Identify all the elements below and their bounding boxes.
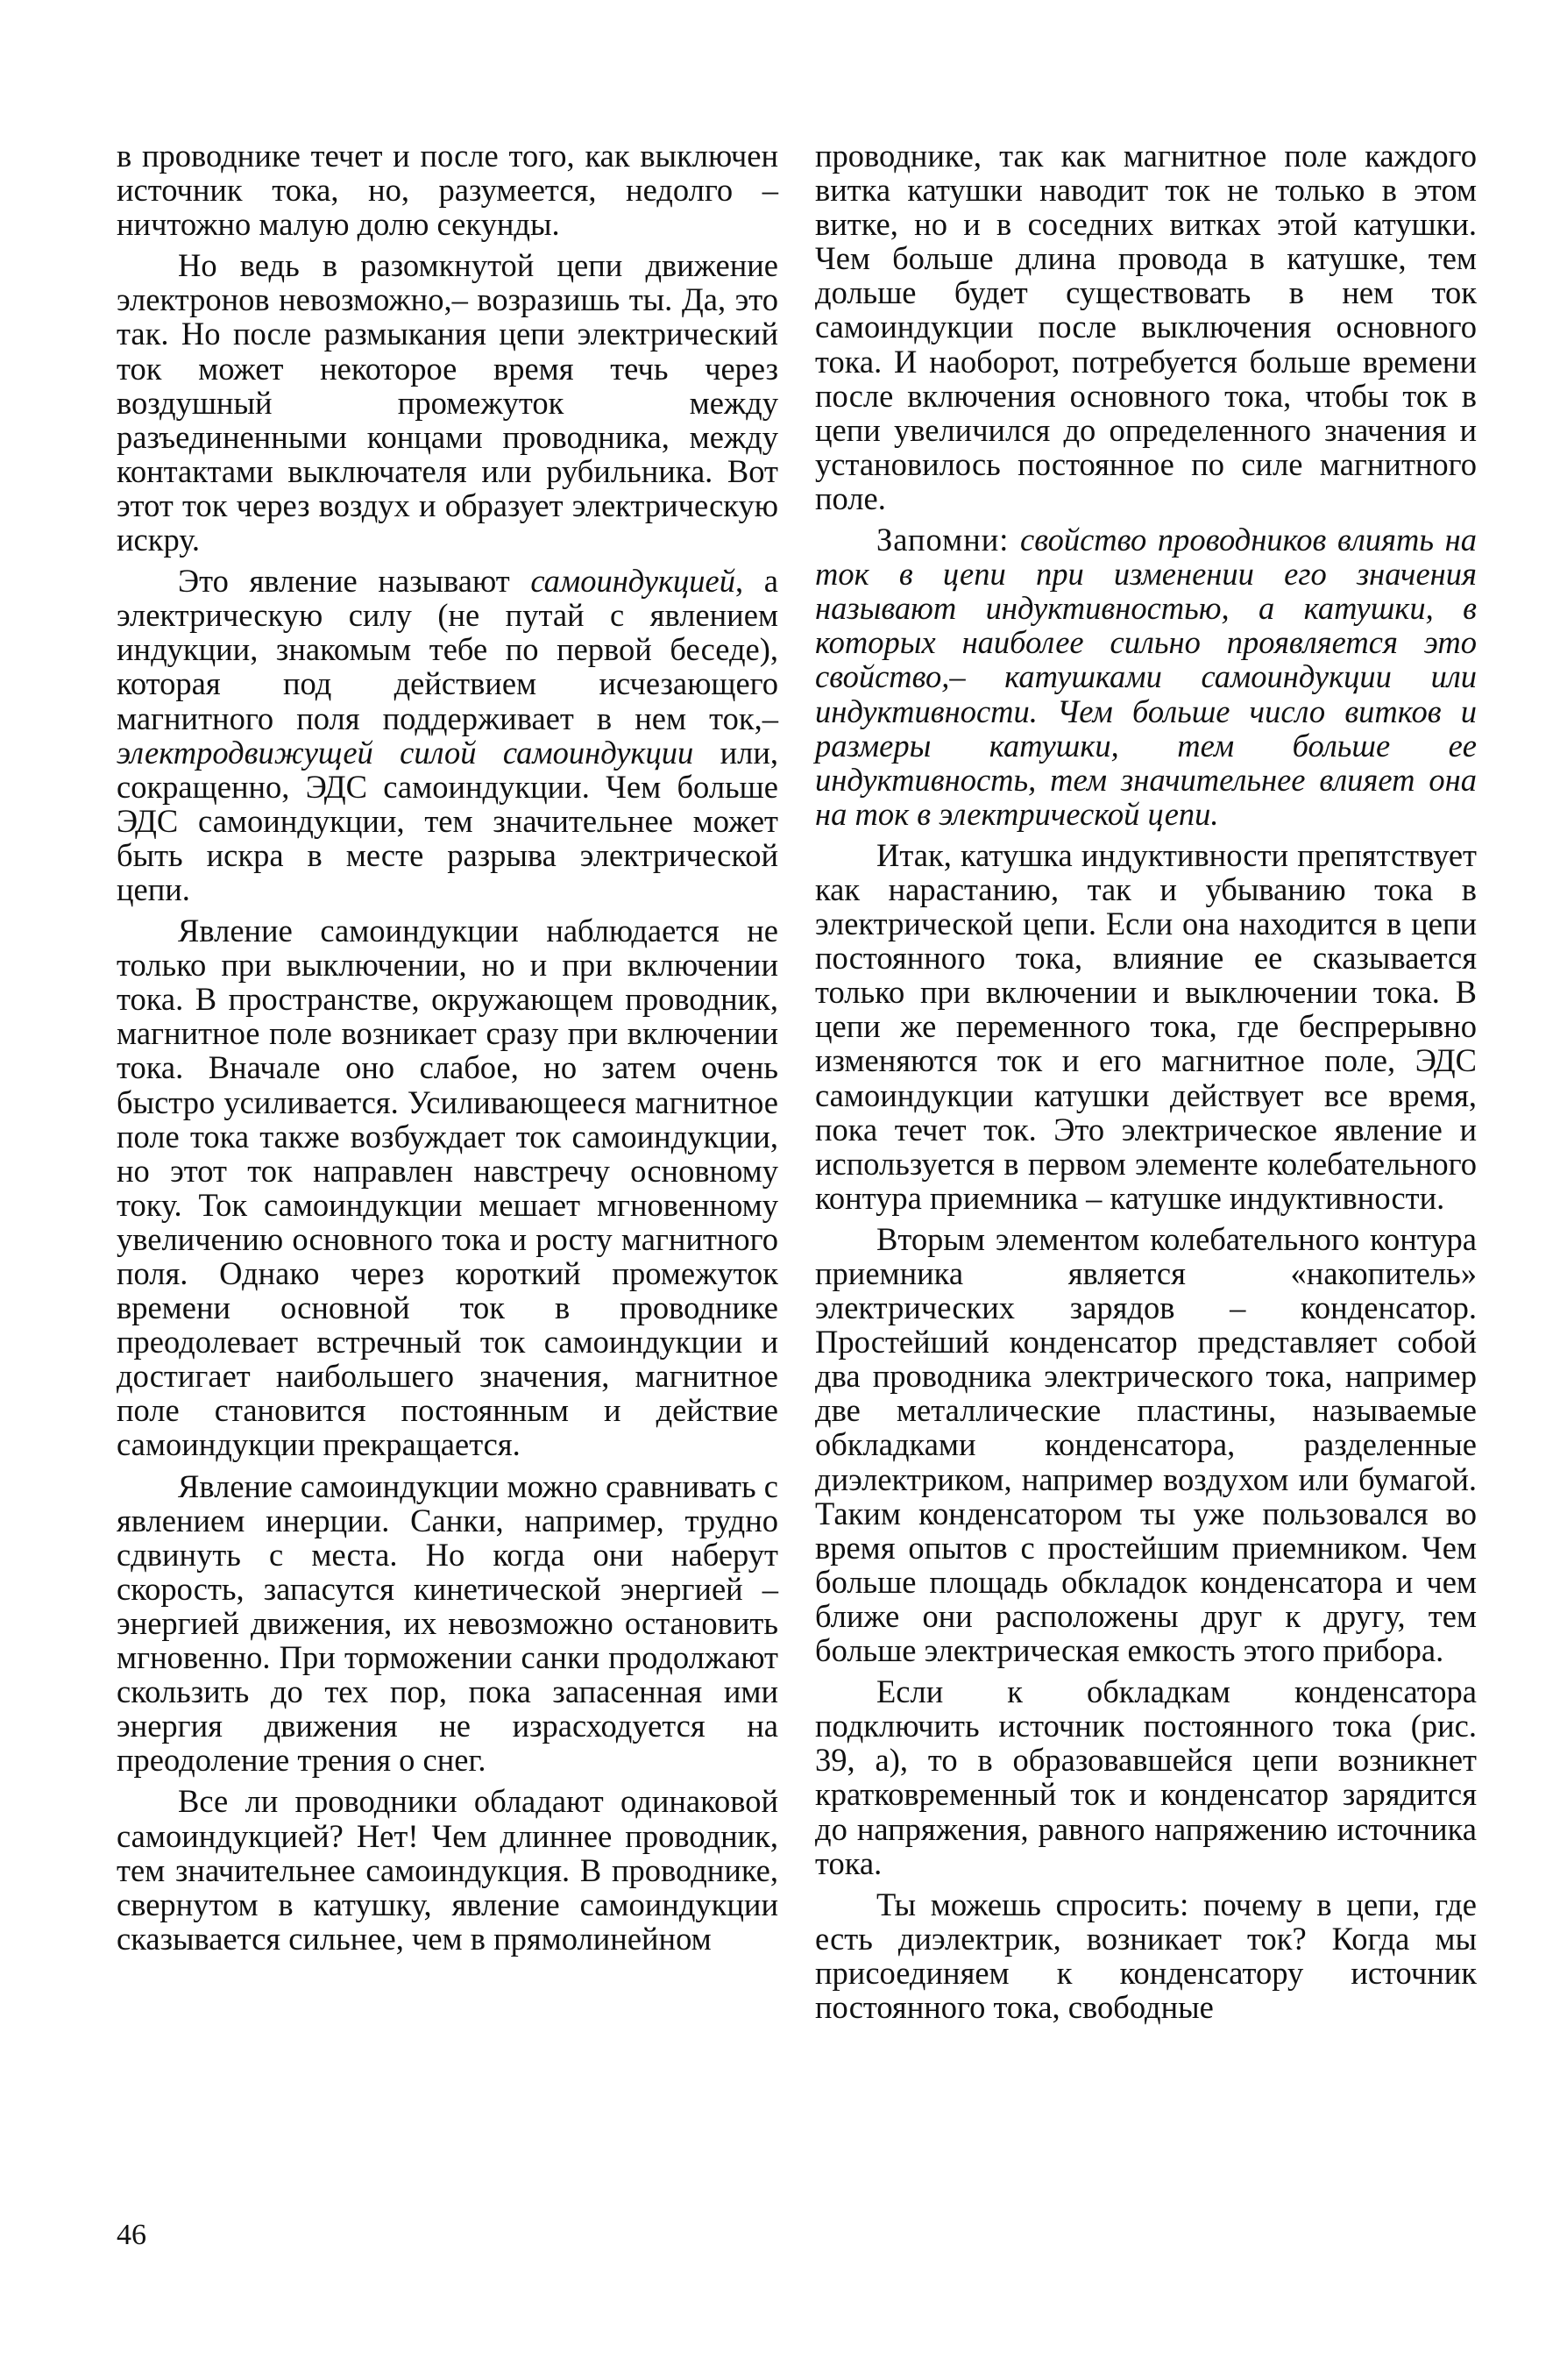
remember-label: Запомни: bbox=[876, 522, 1010, 558]
page-number: 46 bbox=[117, 2219, 146, 2251]
paragraph: Ты можешь спросить: почему в цепи, где есть диэлектрик, возникает ток? Когда мы присоединяем к конденсатору источник постоянного тока, свободные bbox=[815, 1886, 1477, 2025]
paragraph: Явление самоиндукции можно сравнивать с явлением инерции. Санки, например, трудно сдвинуть с места. Но когда они наберут скорость, запасутся кинетической энергией – энергией движения, их невозможно остановить мгновенно. При торможении санки продолжают скользить до тех пор, пока запасенная ими энергия движения не израсходуется на преодоление трения о снег. bbox=[117, 1467, 778, 1779]
paragraph: Если к обкладкам конденсатора подключить источник постоянного тока (рис. 39, а), то в образовавшейся цепи возникнет кратковременный ток и конденсатор зарядится до напряжения, равного напряжению источника тока. bbox=[815, 1673, 1477, 1881]
text-run: или, сокращенно, ЭДС самоиндукции. Чем больше ЭДС самоиндукции, тем значительнее может быть искра в месте разрыва электрической цепи. bbox=[117, 734, 779, 907]
text-run: , а электрическую силу (не путай с явлением индукции, знакомым тебе по первой беседе), которая под действием исчезающего магнитного поля поддерживает в нем ток,– bbox=[117, 563, 779, 736]
paragraph: Все ли проводники обладают одинаковой самоиндукцией? Нет! Чем длиннее проводник, тем значительнее самоиндукция. В проводнике, свернутом в катушку, явление самоиндукции сказывается сильнее, чем в прямолинейном bbox=[117, 1783, 778, 1957]
rule-paragraph bbox=[815, 522, 1477, 831]
text-run: Это явление называют bbox=[178, 563, 531, 600]
paragraph: Итак, катушка индуктивности препятствует как нарастанию, так и убыванию тока в электрической цепи. Если она находится в цепи постоянного тока, влияние ее сказывается только при включении и выключении тока. В цепи же переменного тока, где беспрерывно изменяются ток и его магнитное поле, ЭДС самоиндукции катушки действует все время, пока течет ток. Это электрическое явление и используется в первом элементе колебательного контура приемника – катушке индуктивности. bbox=[815, 836, 1477, 1216]
paragraph: Вторым элементом колебательного контура приемника является «накопитель» электрических зарядов – конденсатор. Простейший конденсатор представляет собой два проводника электрического тока, например две металлические пластины, называемые обкладками конденсатора, разделенные диэлектриком, например воздухом или бумагой. Таким конденсатором ты уже пользовался во время опытов с простейшим приемником. Чем больше площадь обкладок конденсатора и чем ближе они расположены друг к другу, тем больше электрическая емкость этого прибора. bbox=[815, 1220, 1477, 1669]
right-column bbox=[815, 139, 1477, 2031]
paragraph: в проводнике течет и после того, как выключен источник тока, но, разумеется, недолго – ничтожно малую долю секунды. bbox=[117, 138, 778, 243]
term-self-induction: самоиндукцией bbox=[530, 563, 736, 600]
paragraph: Но ведь в разомкнутой цепи движение электронов невозможно,– возразишь ты. Да, это так. Но после размыкания цепи электрический ток может некоторое время течь через воздушный промежуток между разъединенными концами проводника, между контактами выключателя или рубильника. Вот этот ток через воздух и образует электрическую искру. bbox=[117, 247, 778, 558]
paragraph: Явление самоиндукции наблюдается не только при выключении, но и при включении тока. В пространстве, окружающем проводник, магнитное поле возникает сразу при включении тока. Вначале оно слабое, но затем очень быстро усиливается. Усиливающееся магнитное поле тока также возбуждает ток самоиндукции, но этот ток направлен навстречу основному току. Ток самоиндукции мешает мгновенному увеличению основного тока и росту магнитного поля. Однако через короткий промежуток времени основной ток в проводнике преодолевает встречный ток самоиндукции и достигает наибольшего значения, магнитное поле становится постоянным и действие самоиндукции прекращается. bbox=[117, 913, 778, 1463]
term-emf-self-induction: электродвижущей силой самоиндукции bbox=[117, 734, 694, 771]
paragraph: проводнике, так как магнитное поле каждого витка катушки наводит ток не только в этом витке, но и в соседних витках этой катушки. Чем больше длина провода в катушке, тем дольше будет существовать в нем ток самоиндукции после выключения основного тока. И наоборот, потребуется больше времени после включения основного тока, чтобы ток в цепи увеличился до определенного значения и установилось постоянное по силе магнитного поле. bbox=[815, 138, 1477, 516]
rule-text: свойство проводников влиять на ток в цепи при изменении его значения называют индуктивностью, а катушки, в которых наиболее сильно проявляется это свойство,– катушками самоиндукции или индуктивности. Чем больше число витков и размеры катушки, тем больше ее индуктивность, тем значительнее влияет она на ток в электрической цепи. bbox=[815, 522, 1477, 832]
left-column bbox=[117, 139, 778, 1963]
paragraph bbox=[117, 564, 778, 906]
